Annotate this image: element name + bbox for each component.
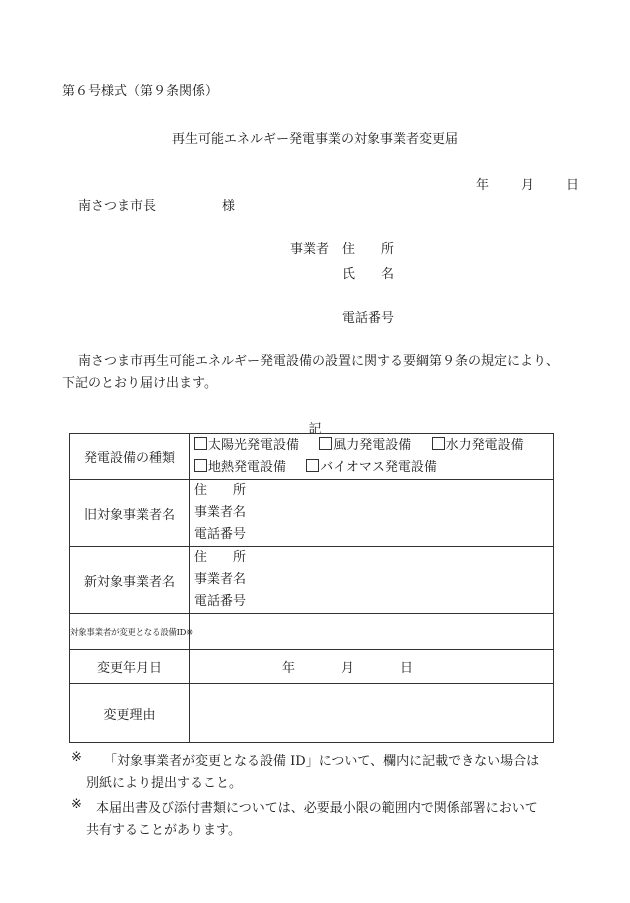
- date-year-label: 年: [476, 178, 490, 193]
- checkbox-wind[interactable]: [319, 437, 332, 450]
- facility-type-label: 発電設備の種類: [70, 434, 190, 480]
- document-title: 再生可能エネルギー発電事業の対象事業者変更届: [171, 132, 458, 147]
- note-2-line-1: 本届出書及び添付書類については、必要最小限の範囲内で関係部署において: [96, 801, 538, 816]
- change-reason-label: 変更理由: [70, 684, 190, 743]
- note-1-line-1: 「対象事業者が変更となる設備 ID」について、欄内に記載できない場合は: [104, 754, 540, 769]
- change-date-day: 日: [400, 661, 414, 676]
- change-reason-field[interactable]: [190, 684, 554, 743]
- form-number: 第６号様式（第９条関係）: [62, 84, 219, 99]
- note-1-mark: ※: [71, 750, 82, 765]
- new-operator-fields[interactable]: [190, 547, 554, 614]
- option-geothermal: 地熱発電設備: [208, 459, 287, 475]
- ki-heading: 記: [308, 422, 322, 437]
- old-operator-company-label: 事業者名: [194, 505, 247, 520]
- note-2-mark: ※: [71, 797, 82, 812]
- note-2-line-2: 共有することがあります。: [86, 823, 241, 838]
- addressee: [78, 195, 235, 214]
- new-operator-row: [70, 547, 554, 614]
- checkbox-solar[interactable]: [194, 437, 207, 450]
- date-day-label: 日: [566, 178, 580, 193]
- facility-type-row: [70, 434, 554, 480]
- new-operator-company-label: 事業者名: [194, 572, 247, 587]
- applicant-name-label: 氏 名: [342, 267, 395, 282]
- facility-id-label: 対象事業者が変更となる設備ID※: [70, 627, 193, 638]
- old-operator-address-label: 住 所: [194, 483, 247, 498]
- body-text-line-1: 南さつま市再生可能エネルギー発電設備の設置に関する要綱第９条の規定により、: [78, 354, 560, 369]
- old-operator-label: 旧対象事業者名: [70, 480, 190, 547]
- submission-date: [476, 174, 579, 193]
- old-operator-fields[interactable]: [190, 480, 554, 547]
- body-text-line-2: 下記のとおり届け出ます。: [62, 376, 217, 391]
- old-operator-phone-label: 電話番号: [194, 527, 247, 542]
- checkbox-hydro[interactable]: [432, 437, 445, 450]
- facility-type-options: [190, 434, 554, 480]
- new-operator-phone-label: 電話番号: [194, 594, 247, 609]
- option-biomass: バイオマス発電設備: [320, 459, 437, 475]
- form-table: [69, 433, 554, 743]
- old-operator-row: [70, 480, 554, 547]
- change-date-row: [70, 650, 554, 684]
- option-wind: 風力発電設備: [333, 437, 412, 453]
- option-hydro: 水力発電設備: [445, 437, 524, 453]
- new-operator-label: 新対象事業者名: [70, 547, 190, 614]
- change-date-month: 月: [341, 661, 355, 676]
- change-date-field[interactable]: [190, 650, 554, 684]
- applicant-role: 事業者: [290, 242, 330, 257]
- addressee-name: 南さつま市長: [78, 199, 157, 214]
- checkbox-geothermal[interactable]: [194, 459, 207, 472]
- change-date-year: 年: [282, 661, 296, 676]
- checkbox-biomass[interactable]: [306, 459, 319, 472]
- facility-id-label-cell: [70, 614, 193, 650]
- new-operator-address-label: 住 所: [194, 550, 247, 565]
- change-date-label: 変更年月日: [70, 650, 190, 684]
- change-reason-row: [70, 684, 554, 743]
- addressee-honorific: 様: [222, 199, 236, 214]
- note-1-line-2: 別紙により提出すること。: [86, 776, 243, 791]
- facility-id-row: [70, 614, 554, 650]
- applicant-phone-label: 電話番号: [342, 311, 395, 326]
- date-month-label: 月: [521, 178, 535, 193]
- facility-id-field[interactable]: [190, 614, 554, 650]
- applicant-address-label: 住 所: [342, 242, 395, 257]
- option-solar: 太陽光発電設備: [208, 437, 300, 453]
